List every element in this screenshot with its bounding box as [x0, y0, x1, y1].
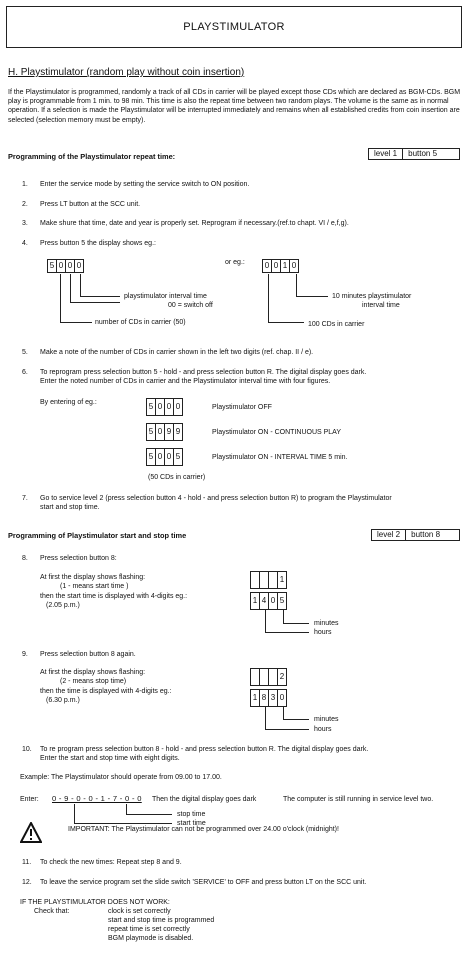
by-entering-label: By entering of eg.:: [40, 399, 97, 406]
display-digits: 5 0 0 0: [47, 259, 83, 273]
display-label: 100 CDs in carrier: [308, 321, 365, 328]
step-number: 6.: [22, 369, 28, 376]
step-text: (1 - means start time ): [60, 583, 129, 590]
step-text: To leave the service program set the slide switch 'SERVICE' to OFF and press button LT on the SCC unit.: [40, 879, 367, 886]
example-line: Example: The Playstimulator should operate from 09.00 to 17.00.: [20, 774, 222, 781]
warning-triangle-icon: [20, 822, 42, 844]
not-work-heading: IF THE PLAYSTIMULATOR DOES NOT WORK:: [20, 899, 170, 906]
page-title-box: [6, 6, 462, 48]
or-eg-label: or eg.:: [225, 259, 245, 266]
step-number: 7.: [22, 495, 28, 502]
display-label: 10 minutes playstimulator: [332, 293, 412, 300]
step-number: 11.: [22, 859, 32, 866]
hours-label: hours: [314, 726, 332, 733]
button-label: button 8: [405, 530, 445, 540]
step-text: At first the display shows flashing:: [40, 574, 146, 581]
minutes-label: minutes: [314, 716, 339, 723]
section1-level-box: [368, 148, 460, 160]
step-text: (6.30 p.m.): [46, 697, 80, 704]
display-label: 00 = switch off: [168, 302, 213, 309]
example-digits: 5 0 0 0: [146, 398, 182, 416]
step-number: 8.: [22, 555, 28, 562]
step-text: Go to service level 2 (press selection button 4 - hold - and press selection button R) to program the Playstimulator: [40, 495, 392, 502]
step-text: To re program press selection button 8 - hold - and press selection button R. The digital display goes dark.: [40, 746, 369, 753]
step-text: At first the display shows flashing:: [40, 669, 146, 676]
step-text: To check the new times: Repeat step 8 and 9.: [40, 859, 182, 866]
step-text: Press LT button at the SCC unit.: [40, 201, 141, 208]
step-text: (2 - means stop time): [60, 678, 127, 685]
example-label: Playstimulator ON - INTERVAL TIME 5 min.: [212, 454, 348, 461]
enter-label: Enter:: [20, 796, 39, 803]
minutes-label: minutes: [314, 620, 339, 627]
check-label: Check that:: [34, 908, 70, 915]
step-text: Enter the noted number of CDs in carrier and the Playstimulator interval time with four figures.: [40, 378, 331, 385]
display-label: playstimulator interval time: [124, 293, 207, 300]
step-text: Press selection button 8:: [40, 555, 117, 562]
display-label: number of CDs in carrier (50): [95, 319, 186, 326]
enter-code: 0 - 9 - 0 - 0 - 1 - 7 - 0 - 0: [52, 794, 142, 803]
enter-then: Then the digital display goes dark: [152, 796, 257, 803]
step-text: Enter the start and stop time with eight digits.: [40, 755, 180, 762]
flash-digits: 1: [250, 571, 286, 589]
step-text: Enter the service mode by setting the service switch to ON position.: [40, 181, 250, 188]
step-text: To reprogram press selection button 5 - hold - and press selection button R. The digital display goes dark.: [40, 369, 367, 376]
step-text: start and stop time.: [40, 504, 100, 511]
check-item: repeat time is set correctly: [108, 926, 190, 933]
level-label: level 1: [374, 148, 398, 158]
step-number: 3.: [22, 220, 28, 227]
step-number: 10.: [22, 746, 32, 753]
section2-level-box: [371, 529, 460, 541]
step-number: 5.: [22, 349, 28, 356]
display-label: interval time: [362, 302, 400, 309]
level-label: level 2: [377, 529, 401, 539]
step-text: Make shure that time, date and year is properly set. Reprogram if necessary.(ref.to chapt. VI / e,f,g).: [40, 220, 349, 227]
start-time-label: start time: [177, 820, 206, 827]
time-digits: 1 8 3 0: [250, 689, 286, 707]
step-text: Press button 5 the display shows eg.:: [40, 240, 156, 247]
step-text: then the start time is displayed with 4-digits eg.:: [40, 593, 188, 600]
example-label: Playstimulator OFF: [212, 404, 272, 411]
example-digits: 5 0 0 5: [146, 448, 182, 466]
step-number: 4.: [22, 240, 28, 247]
hours-label: hours: [314, 629, 332, 636]
intro-paragraph: If the Playstimulator is programmed, randomly a track of all CDs in carrier will be played except those CDs which are declared as BGM-CDs. BGM play is programmable from 1 min. to 98 min. This time is also the repeat time between two random plays. The volume is the same as in normal operation. If a selection is made the Playstimulator will be interrupted immediately and remains when all established credits from coin insertion are selected (selection memory must be empty).: [8, 89, 461, 124]
section-heading: H. Playstimulator (random play without coin insertion): [8, 67, 245, 78]
step-text: Press selection button 8 again.: [40, 651, 136, 658]
step-number: 2.: [22, 201, 28, 208]
check-item: start and stop time is programmed: [108, 917, 215, 924]
important-note: IMPORTANT: The Playstimulator can not be programmed over 24.00 o'clock (midnight)!: [68, 826, 339, 833]
flash-digits: 2: [250, 668, 286, 686]
display-digits: 0 0 1 0: [262, 259, 298, 273]
step-number: 12.: [22, 879, 32, 886]
button-label: button 5: [402, 149, 442, 159]
stop-time-label: stop time: [177, 811, 206, 818]
check-item: clock is set correctly: [108, 908, 171, 915]
step-number: 1.: [22, 181, 28, 188]
step-number: 9.: [22, 651, 28, 658]
time-digits: 1 4 0 5: [250, 592, 286, 610]
step-text: then the time is displayed with 4-digits eg.:: [40, 688, 172, 695]
example-digits: 5 0 9 9: [146, 423, 182, 441]
check-item: BGM playmode is disabled.: [108, 935, 194, 942]
step-text: (2.05 p.m.): [46, 602, 80, 609]
section2-title: Programming of Playstimulator start and stop time: [8, 531, 187, 540]
enter-rest: The computer is still running in service level two.: [283, 796, 434, 803]
section1-title: Programming of the Playstimulator repeat time:: [8, 152, 176, 161]
example-label: Playstimulator ON - CONTINUOUS PLAY: [212, 429, 342, 436]
fifty-cds-note: (50 CDs in carrier): [148, 474, 206, 481]
page-title: PLAYSTIMULATOR: [183, 20, 285, 33]
step-text: Make a note of the number of CDs in carrier shown in the left two digits (ref. chap. II / e).: [40, 349, 314, 356]
